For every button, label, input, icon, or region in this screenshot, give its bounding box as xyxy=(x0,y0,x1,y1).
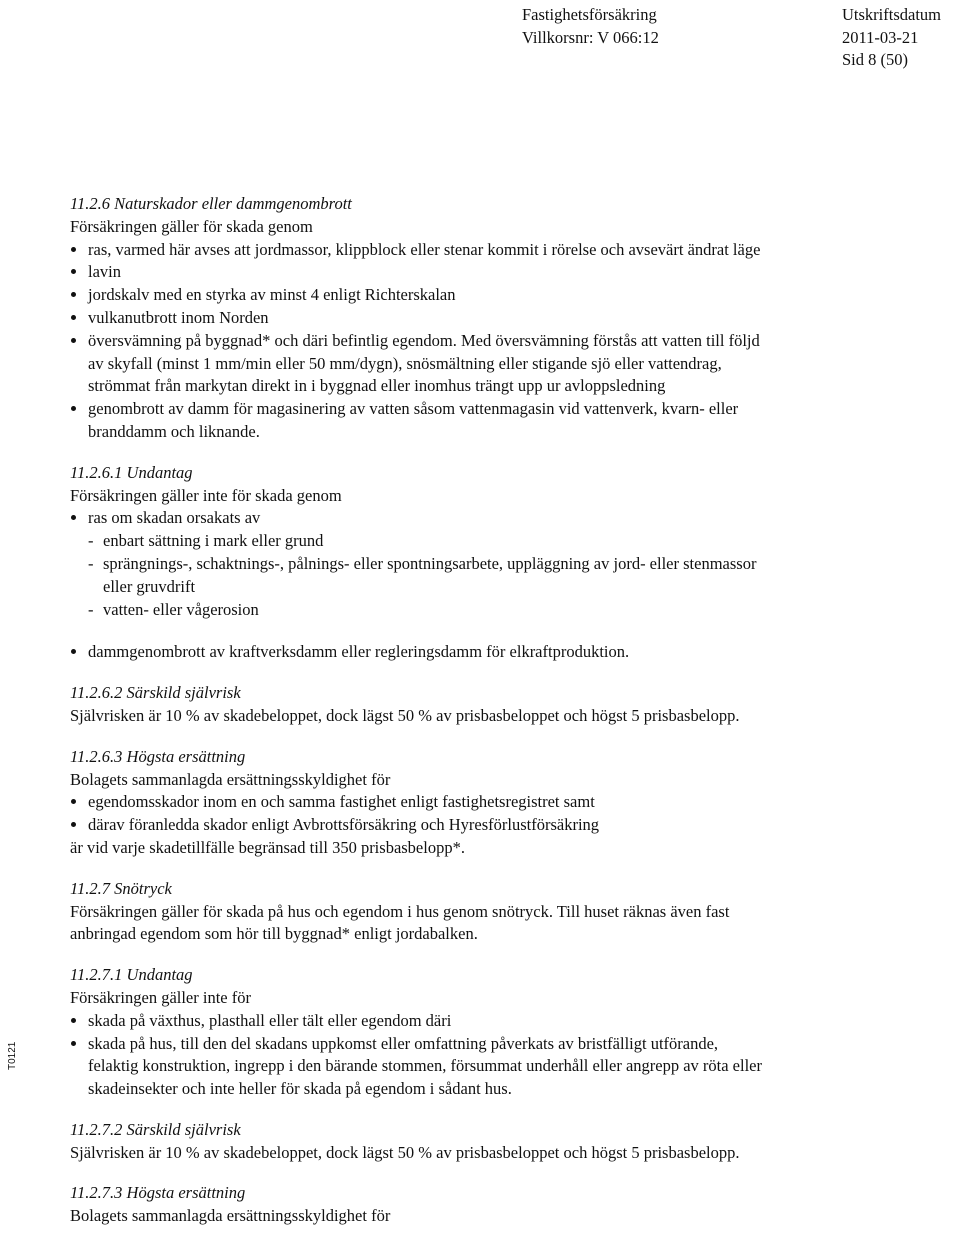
section-heading: 11.2.6.2 Särskild självrisk xyxy=(70,683,241,703)
section-heading: 11.2.7.3 Högsta ersättning xyxy=(70,1183,246,1203)
sub-list-item: - vatten- eller vågerosion xyxy=(88,599,259,619)
side-code: T0121 xyxy=(7,1041,18,1070)
section-heading: 11.2.7 Snötryck xyxy=(70,878,172,898)
list-item: jordskalv med en styrka av minst 4 enligt Richterskalan xyxy=(70,284,860,307)
list-item: skada på växthus, plasthall eller tält eller egendom däri xyxy=(70,1010,860,1033)
paragraph-line: anbringad egendom som hör till byggnad* enligt jordabalken. xyxy=(70,924,478,944)
list-item: egendomsskador inom en och samma fastighet enligt fastighetsregistret samt xyxy=(70,791,860,814)
section-heading: 11.2.6.3 Högsta ersättning xyxy=(70,746,246,766)
sub-list-item: - sprängnings-, schaktnings-, pålnings- eller spontningsarbete, uppläggning av jord- eller stenmassor eller gruvdrift xyxy=(88,553,757,596)
print-date: 2011-03-21 xyxy=(842,28,919,47)
paragraph-line: Försäkringen gäller för skada på hus och egendom i hus genom snötryck. Till huset räknas även fast xyxy=(70,901,730,921)
page-number: Sid 8 (50) xyxy=(842,50,908,69)
list-item: vulkanutbrott inom Norden xyxy=(70,307,860,330)
section-intro: Bolagets sammanlagda ersättningsskyldighet för xyxy=(70,769,391,789)
list-item: därav föranledda skador enligt Avbrottsförsäkring och Hyresförlustförsäkring xyxy=(70,814,860,837)
header-left xyxy=(522,3,659,49)
sub-list-item: - enbart sättning i mark eller grund xyxy=(88,531,324,551)
list-item: genombrott av damm för magasinering av vatten såsom vattenmagasin vid vattenverk, kvarn- eller branddamm och liknande. xyxy=(70,398,860,444)
paragraph: Självrisken är 10 % av skadebeloppet, dock lägst 50 % av prisbasbeloppet och högst 5 prisbasbelopp. xyxy=(70,705,740,725)
terms-number: Villkorsnr: V 066:12 xyxy=(522,28,659,47)
paragraph: Självrisken är 10 % av skadebeloppet, dock lägst 50 % av prisbasbeloppet och högst 5 prisbasbelopp. xyxy=(70,1142,740,1162)
list-item: dammgenombrott av kraftverksdamm eller regleringsdamm för elkraftproduktion. xyxy=(70,641,860,664)
header-right xyxy=(842,3,941,49)
section-intro: Försäkringen gäller inte för xyxy=(70,987,251,1007)
section-heading: 11.2.7.1 Undantag xyxy=(70,965,193,985)
section-heading: 11.2.7.2 Särskild självrisk xyxy=(70,1119,241,1139)
list-item: lavin xyxy=(70,261,860,284)
print-date-label: Utskriftsdatum xyxy=(842,5,941,24)
section-intro: Försäkringen gäller för skada genom xyxy=(70,216,313,236)
section-intro: Försäkringen gäller inte för skada genom xyxy=(70,485,342,505)
document-body xyxy=(70,193,860,1228)
list-item: ras, varmed här avses att jordmassor, klippblock eller stenar kommit i rörelse och avsevärt ändrat läge xyxy=(70,239,860,262)
list-item: översvämning på byggnad* och däri befintlig egendom. Med översvämning förstås att vatten till följd av skyfall (minst 1 mm/min eller 50 mm/dygn), snösmältning eller stigande sjö eller vattendrag, strömmat från markytan direkt in i byggnad eller inomhus trängt upp ur avloppsledning xyxy=(70,330,860,398)
section-heading: 11.2.6 Naturskador eller dammgenombrott xyxy=(70,194,352,213)
document-type: Fastighetsförsäkring xyxy=(522,5,657,24)
list-item: ras om skadan orsakats av xyxy=(70,507,860,530)
list-item: skada på hus, till den del skadans uppkomst eller omfattning påverkats av bristfälligt utförande, felaktig konstruktion, ingrepp i den bärande stommen, försummat underhåll eller angrepp av röta eller skadeinsekter och inte heller för skada på egendom i sådant hus. xyxy=(70,1033,860,1101)
section-heading: 11.2.6.1 Undantag xyxy=(70,462,193,482)
paragraph: är vid varje skadetillfälle begränsad till 350 prisbasbelopp*. xyxy=(70,837,465,857)
section-intro: Bolagets sammanlagda ersättningsskyldighet för xyxy=(70,1206,391,1226)
